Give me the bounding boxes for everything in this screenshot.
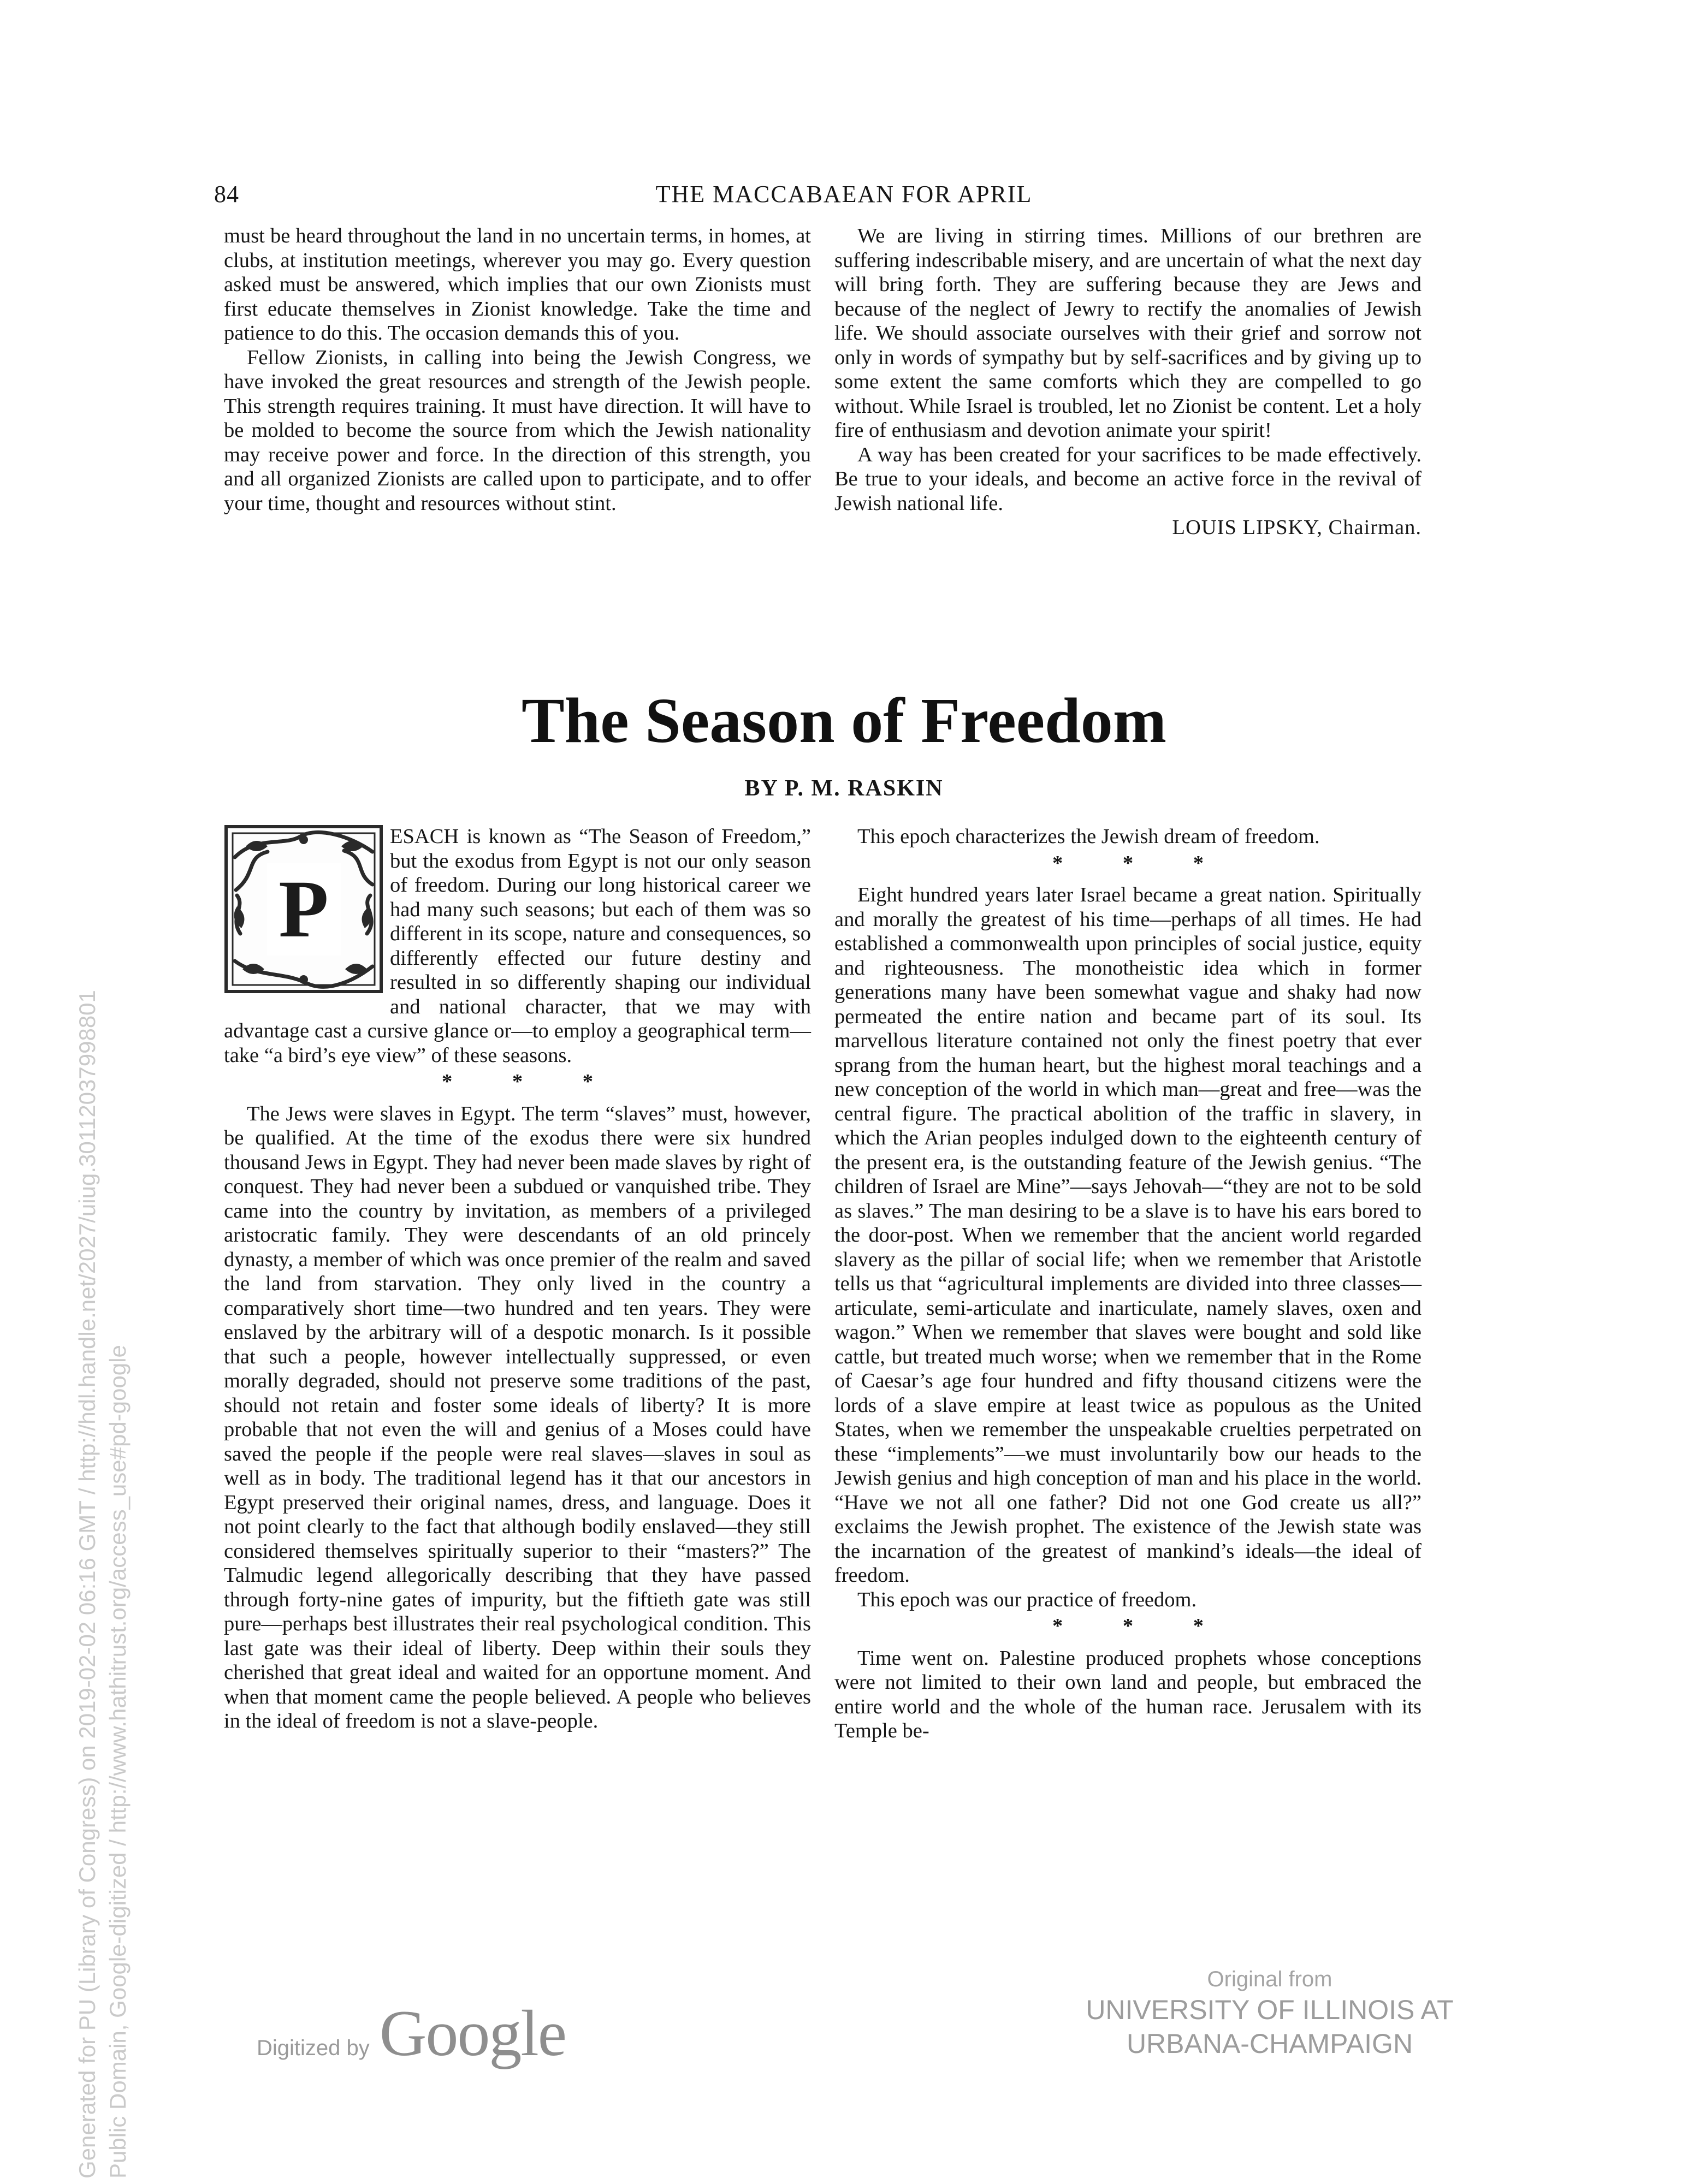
running-head: THE MACCABAEAN FOR APRIL bbox=[655, 181, 1033, 207]
section-separator: * * * bbox=[442, 1070, 620, 1093]
dropcap-letter: P bbox=[267, 863, 341, 956]
paragraph: A way has been created for your sacrifices to be made effectively. Be true to your ideals, and become an active force in the revival of Jewish national life. bbox=[834, 443, 1422, 515]
paragraph: The Jews were slaves in Egypt. The term “slaves” must, however, be qualified. At the time of the exodus there were six hundred thousand Jews in Egypt. They had never been made slaves by right of conquest. They had never been a subdued or vanquished tribe. They came into the country by invitation, as members of a privileged aristocratic family. They were descendants of an old princely dynasty, a member of which was once premier of the realm and saved the land from starvation. They only lived in the country a comparatively short time—two hundred and ten years. They were enslaved by the arbitrary will of a despotic monarch. Is it possible that such a people, however intellectually suppressed, or even morally degraded, should not preserve some traditions of the past, should not retain and foster some ideals of liberty? It is more probable that not even the will and genius of a Moses could have saved the people if the people were real slaves—slaves in soul as well as in body. The traditional legend has it that our ancestors in Egypt preserved their original names, dress, and language. Does it not point clearly to the fact that although bodily enslaved—they still considered themselves spiritually superior to their “masters?” The Talmudic legend allegorically describing that they have passed through forty-nine gates of impurity, but the fiftieth gate was still pure—perhaps best illustrates their real psychological condition. This last gate was their ideal of liberty. Deep within their souls they cherished that great ideal and waited for an opportune moment. And when that moment came the people believed. A people who believes in the ideal of freedom is not a slave-people. bbox=[224, 1102, 811, 1732]
article-left-column bbox=[224, 824, 811, 1734]
paragraph: We are living in stirring times. Millions of our brethren are suffering indescribable misery, and are uncertain of what the next day will bring forth. They are suffering because they are Jews and because of the neglect of Jewry to rectify the anomalies of Jewish life. We should associate ourselves with their grief and sorrow not only in words of sympathy but by self-sacrifices and by giving up to some extent the same comforts which they are compelled to go without. While Israel is troubled, let no Zionist be content. Let a holy fire of enthusiasm and devotion animate your spirit! bbox=[834, 224, 1422, 442]
paragraph: Fellow Zionists, in calling into being the Jewish Congress, we have invoked the great resources and strength of the Jewish people. This strength requires training. It must have direction. It will have to be molded to become the source from which the Jewish nationality may receive power and force. In the direction of this strength, you and all organized Zionists are called upon to participate, and to offer your time, thought and resources without stint. bbox=[224, 346, 811, 515]
paragraph: Eight hundred years later Israel became a great nation. Spiritually and morally the greatest of his time—perhaps of all times. He had established a commonwealth upon principles of social justice, equity and righteousness. The monotheistic idea which in former generations many have been somewhat vague and shaky had now permeated the entire nation and became part of its soul. Its marvellous literature contained not only the finest poetry that ever sprang from the human heart, but the highest moral teachings and a new conception of the world in which man—great and free—was the central figure. The practical abolition of the traffic in slavery, in which the Arian peoples indulged down to the eighteenth century of the present era, is the outstanding feature of the Jewish genius. “The children of Israel are Mine”—says Jehovah—“they are not to be sold as slaves.” The man desiring to be a slave is to have his ears bored to the door-post. When we remember that the ancient world regarded slavery as the pillar of social life; when we remember that Aristotle tells us that “agricultural implements are divided into three classes—articulate, semi-articulate and inarticulate, namely slaves, oxen and wagon.” When we remember that slaves were bought and sold like cattle, but treated much worse; when we remember that in the Rome of Caesar’s age four hundred and fifty thousand citizens were the lords of a slave empire at least twice as populous as the United States, when we remember the unspeakable cruelties perpetrated on these “implements”—we must involuntarily bow our heads to the Jewish genius and high conception of man and his place in the world. “Have we not all one father? Did not one God create us all?” exclaims the Jewish prophet. The existence of the Jewish state was the incarnation of the greatest of mankind’s ideals—the ideal of freedom. bbox=[834, 883, 1422, 1587]
digitized-by-google bbox=[257, 1996, 566, 2071]
top-left-column bbox=[224, 224, 811, 515]
watermark-line: Public Domain, Google-digitized / http://www.hathitrust.org/access_use#pd-google bbox=[105, 1345, 131, 2179]
article-byline: BY P. M. RASKIN bbox=[744, 776, 944, 801]
section-separator: * * * bbox=[1052, 851, 1231, 875]
institution-line: UNIVERSITY OF ILLINOIS AT bbox=[1086, 1995, 1454, 2025]
original-from-block bbox=[1051, 1966, 1488, 2061]
paragraph: must be heard throughout the land in no uncertain terms, in homes, at clubs, at institution meetings, wherever you may go. Every question asked must be answered, which implies that our own Zionists must first educate themselves in Zionist knowledge. Take the time and patience to do this. The occasion demands this of you. bbox=[224, 224, 811, 345]
ornamental-dropcap-icon bbox=[224, 824, 383, 994]
signature: LOUIS LIPSKY, Chairman. bbox=[1172, 516, 1422, 539]
paragraph: This epoch was our practice of freedom. bbox=[857, 1588, 1197, 1611]
article-title: The Season of Freedom bbox=[521, 685, 1167, 756]
paragraph bbox=[224, 824, 811, 1067]
institution-line: URBANA-CHAMPAIGN bbox=[1126, 2028, 1413, 2059]
original-from-label: Original from bbox=[1207, 1967, 1332, 1991]
paragraph: Time went on. Palestine produced prophets whose conceptions were not limited to their own land and people, but embraced the entire world and the whole of the human race. Jerusalem with its Temple be- bbox=[834, 1646, 1422, 1742]
digitized-by-label: Digitized by bbox=[257, 2036, 370, 2060]
article-right-column bbox=[834, 824, 1422, 1743]
google-logo: Google bbox=[379, 1997, 566, 2069]
watermark-line: Generated for PU (Library of Congress) on 2019-02-02 06:16 GMT / http://hdl.handle.net/2027/uiug.30112037998801 bbox=[74, 990, 100, 2179]
paragraph: This epoch characterizes the Jewish dream of freedom. bbox=[857, 825, 1320, 848]
article-opening-text: ESACH is known as “The Season of Freedom,” but the exodus from Egypt is not our only season of freedom. During our long historical career we had many such seasons; but each of them was so different in its scope, nature and consequences, so differently effected our future destiny and resulted in so differently shaping our individual and national character, that we may with advantage cast a cursive glance or—to employ a geographical term—take “a bird’s eye view” of these seasons. bbox=[224, 825, 811, 1067]
page-number: 84 bbox=[214, 181, 239, 207]
margin-watermark bbox=[72, 759, 133, 2179]
top-right-column bbox=[834, 224, 1422, 540]
section-separator: * * * bbox=[1052, 1615, 1231, 1637]
